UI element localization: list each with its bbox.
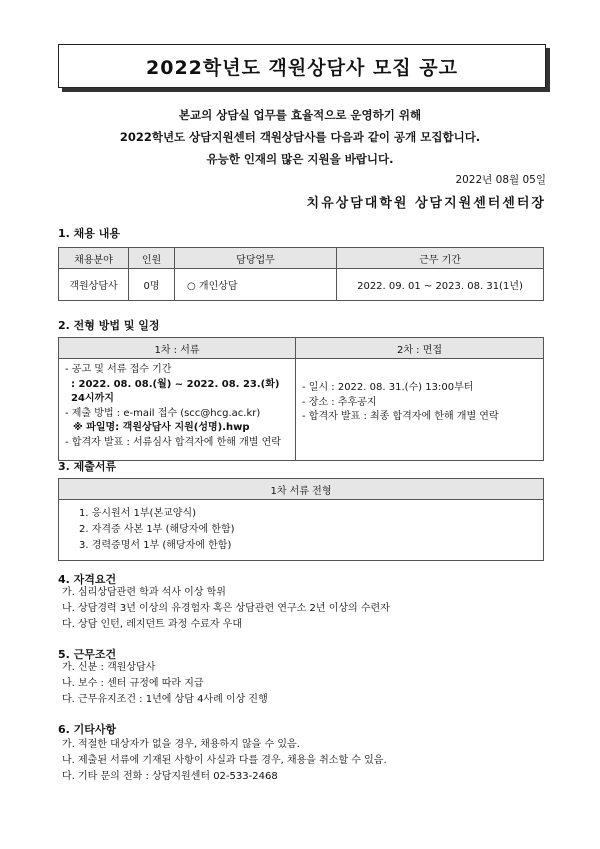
section-1-title: 1. 채용 내용 xyxy=(58,227,120,240)
section-3-title: 3. 제출서류 xyxy=(58,460,117,473)
stage-2-line: - 장소 : 추후공지 xyxy=(302,396,377,408)
section-2-title: 2. 전형 방법 및 일정 xyxy=(58,319,160,332)
stage-1-line: : 2022. 08. 08.(월) ~ 2022. 08. 23.(화) 24시까지 xyxy=(71,378,280,404)
signer: 치유상담대학원 상담지원센터센터장 xyxy=(306,196,546,211)
cell-period: 2022. 09. 01 ~ 2023. 08. 31(1년) xyxy=(337,269,544,301)
stage-1-line: ※ 파일명: 객원상담사 지원(성명).hwp xyxy=(73,422,250,433)
section-5-title: 5. 근무조건 xyxy=(58,648,117,661)
list-item: 가. 심리상담관련 학과 석사 이상 학위 xyxy=(62,587,226,598)
header-stage-2: 2차 : 면접 xyxy=(296,338,544,359)
header-field: 채용분야 xyxy=(59,248,129,269)
list-item: 다. 상담 인턴, 레지던트 과정 수료자 우대 xyxy=(62,619,242,630)
list-item: 나. 상담경력 3년 이상의 유경험자 혹은 상담관련 연구소 2년 이상의 수련자 xyxy=(62,603,390,614)
cell-field: 객원상담사 xyxy=(59,269,129,301)
recruitment-table xyxy=(58,247,544,301)
table-row xyxy=(59,269,544,301)
list-item: 3. 경력증명서 1부 (해당자에 한함) xyxy=(79,540,232,551)
header-documents: 1차 서류 전형 xyxy=(59,479,544,500)
stage-1-line: - 공고 및 서류 접수 기간 xyxy=(65,364,172,375)
stage-2-line: - 합격자 발표 : 최종 합격자에 한해 개별 연락 xyxy=(302,411,499,422)
header-period: 근무 기간 xyxy=(337,248,544,269)
title-box xyxy=(58,44,546,88)
conditions-list xyxy=(62,660,268,708)
page-title: 2022학년도 객원상담사 모집 공고 xyxy=(146,56,458,79)
cell-headcount: 0명 xyxy=(129,269,175,301)
other-list xyxy=(62,737,387,785)
selection-table xyxy=(58,337,544,461)
header-duty: 담당업무 xyxy=(175,248,337,269)
stage-2-line: - 일시 : 2022. 08. 31.(수) 13:00부터 xyxy=(302,382,474,393)
stage-1-line: - 합격자 발표 : 서류심사 합격자에 한해 개별 연락 xyxy=(65,436,281,448)
documents-table xyxy=(58,478,544,561)
header-headcount: 인원 xyxy=(129,248,175,269)
documents-list xyxy=(59,500,544,561)
list-item: 다. 기타 문의 전화 : 상담지원센터 02-533-2468 xyxy=(62,771,278,782)
header-stage-1: 1차 : 서류 xyxy=(59,338,296,359)
list-item: 2. 자격증 사본 1부 (해당자에 한함) xyxy=(79,524,235,535)
stage-1-details xyxy=(59,359,296,461)
list-item: 가. 신분 : 객원상담사 xyxy=(62,662,156,673)
intro-line-3: 유능한 인재의 많은 지원을 바랍니다. xyxy=(206,152,394,166)
section-6-title: 6. 기타사항 xyxy=(58,723,117,736)
stage-2-details xyxy=(296,359,544,461)
cell-duty: ○ 개인상담 xyxy=(175,269,337,301)
list-item: 나. 제출된 서류에 기재된 사항이 사실과 다를 경우, 채용을 취소할 수 있음. xyxy=(62,755,387,766)
section-4-title: 4. 자격요건 xyxy=(58,573,117,586)
qualification-list xyxy=(62,585,390,633)
intro-line-1: 본교의 상담실 업무를 효율적으로 운영하기 위해 xyxy=(178,108,422,122)
list-item: 가. 적절한 대상자가 없을 경우, 채용하지 않을 수 있음. xyxy=(62,739,300,750)
intro-line-2: 2022학년도 상담지원센터 객원상담사를 다음과 같이 공개 모집합니다. xyxy=(119,130,481,144)
list-item: 다. 근무유지조건 : 1년에 상담 4사례 이상 진행 xyxy=(62,694,268,705)
list-item: 1. 응시원서 1부(본교양식) xyxy=(79,508,197,519)
list-item: 나. 보수 : 센터 규정에 따라 지급 xyxy=(62,678,204,689)
stage-1-line: - 제출 방법 : e-mail 접수 (scc@hcg.ac.kr) xyxy=(65,407,261,419)
notice-date: 2022년 08월 05일 xyxy=(455,174,546,186)
